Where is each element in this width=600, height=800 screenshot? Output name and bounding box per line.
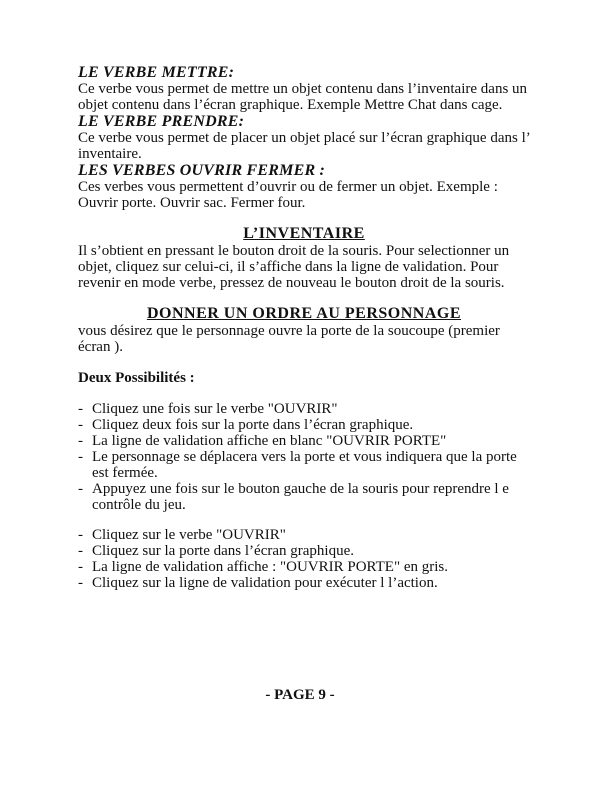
heading-ordre: DONNER UN ORDRE AU PERSONNAGE — [146, 305, 462, 322]
list-item: - Le personnage se déplacera vers la porte et vous indiquera que la porte est fermée. — [78, 449, 517, 481]
manual-page — [78, 64, 530, 591]
dash-bullet: - — [78, 401, 83, 417]
text-verbe-prendre: Ce verbe vous permet de placer un objet placé sur l’écran graphique dans l’ inventaire. — [78, 130, 530, 162]
text-verbe-mettre: Ce verbe vous permet de mettre un objet contenu dans l’inventaire dans un objet contenu dans l’écran graphique. Exemple Mettre Chat dans cage. — [78, 81, 528, 113]
heading-verbe-prendre: LE VERBE PRENDRE: — [78, 113, 245, 130]
section-verbes-ouvrir-fermer — [78, 162, 530, 211]
list-item: - Cliquez sur la ligne de validation pour exécuter l l’action. — [78, 575, 438, 591]
dash-bullet: - — [78, 527, 83, 543]
steps-list-first — [78, 401, 530, 513]
list-item: - La ligne de validation affiche : "OUVRIR PORTE" en gris. — [78, 559, 448, 575]
section-verbe-prendre — [78, 113, 530, 162]
label-possibilites: Deux Possibilités : — [78, 370, 195, 386]
section-possibilites — [78, 369, 530, 591]
section-ordre — [78, 305, 530, 355]
dash-bullet: - — [78, 559, 83, 575]
dash-bullet: - — [78, 449, 83, 465]
list-item: - Cliquez sur la porte dans l’écran graphique. — [78, 543, 354, 559]
steps-list-second — [78, 527, 530, 591]
list-item: - Cliquez deux fois sur la porte dans l’écran graphique. — [78, 417, 414, 433]
dash-bullet: - — [78, 543, 83, 559]
text-ordre: vous désirez que le personnage ouvre la porte de la soucoupe (premier écran ). — [78, 323, 500, 355]
list-item: - Cliquez une fois sur le verbe "OUVRIR" — [78, 401, 338, 417]
text-inventaire: Il s’obtient en pressant le bouton droit de la souris. Pour selectionner un objet, cliquez sur celui-ci, il s’affiche dans la ligne de validation. Pour revenir en mode verbe, pressez de nouveau le bouton droit de la souris. — [78, 243, 510, 291]
section-inventaire — [78, 225, 530, 291]
section-verbe-mettre — [78, 64, 530, 113]
list-item: - Appuyez une fois sur le bouton gauche de la souris pour reprendre l e contrôle du jeu. — [78, 481, 509, 513]
page-number: - PAGE 9 - — [265, 687, 335, 703]
dash-bullet: - — [78, 481, 83, 497]
list-item: - Cliquez sur le verbe "OUVRIR" — [78, 527, 286, 543]
dash-bullet: - — [78, 433, 83, 449]
dash-bullet: - — [78, 417, 83, 433]
heading-inventaire: L’INVENTAIRE — [243, 225, 365, 242]
dash-bullet: - — [78, 575, 83, 591]
text-verbes-ouvrir-fermer: Ces verbes vous permettent d’ouvrir ou de fermer un objet. Exemple : Ouvrir porte. Ouvrir sac. Fermer four. — [78, 179, 498, 211]
heading-verbes-ouvrir-fermer: LES VERBES OUVRIR FERMER : — [78, 162, 326, 179]
list-item: - La ligne de validation affiche en blanc "OUVRIR PORTE" — [78, 433, 447, 449]
heading-verbe-mettre: LE VERBE METTRE: — [78, 64, 235, 81]
